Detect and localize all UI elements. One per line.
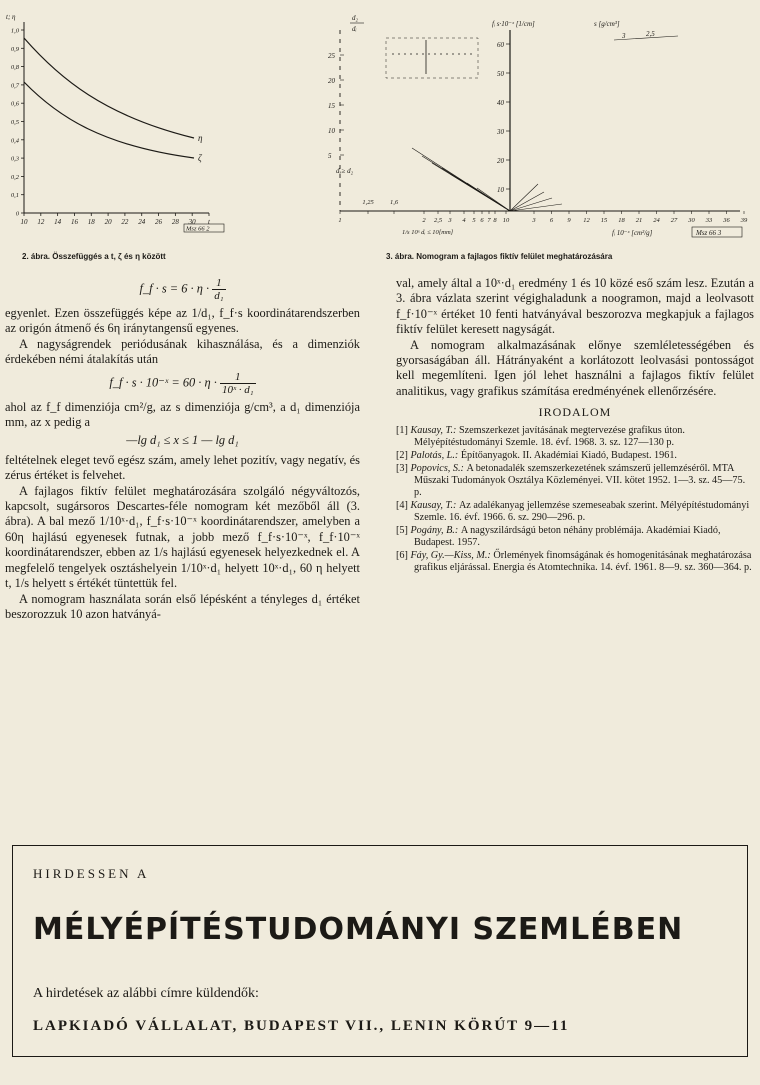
formula-2-lhs: f_f · s · 10⁻ˣ = 60 · η · — [109, 374, 217, 389]
right-column — [396, 276, 754, 575]
reference-number: [4] — [396, 499, 411, 511]
bottom-right-tick-label: 15 — [600, 217, 608, 224]
reference-item — [396, 425, 754, 449]
ff-tick-label: 40 — [497, 99, 504, 107]
left-tick-label: 20 — [328, 77, 335, 85]
x-tick-label: 28 — [171, 218, 179, 226]
y-tick-label: 0,6 — [10, 100, 19, 108]
curve-label-eta: η — [198, 133, 203, 143]
left-tick-label: 10 — [328, 127, 335, 135]
reference-text: A betonadalék szemszerkezetének számszerű jellemzéséről. MTA Műszaki Tudományok Osztálya Közleményei. VII. kötet 1952. 1—3. sz. 45—75. p. — [414, 462, 746, 498]
y-tick-label: 0,2 — [10, 173, 19, 181]
bottom-right-tick-label: 18 — [618, 217, 625, 224]
bottom-right-tick-label: 24 — [653, 217, 660, 224]
paragraph-3: ahol az f_f dimenziója cm²/g, az s dimenziója g/cm³, a d₁ dimenziója mm, az x pedig a — [5, 399, 360, 430]
bottom-left-tick-label: 1 — [338, 217, 342, 224]
references-list — [396, 425, 754, 574]
bottom-right-tick-label: 36 — [723, 217, 730, 224]
bottom-left-tick-label: 3 — [448, 217, 452, 224]
x-tick-label: 20 — [104, 218, 112, 226]
ff-tick-label: 60 — [497, 41, 504, 49]
reference-text: Szemszerkezet javításának megtervezése grafikus úton. Mélyépítéstudományi Szemle. 18. évf. 1968. 3. sz. 127—130 p. — [414, 424, 685, 448]
figure-2-caption: 2. ábra. Összefüggés a t, ζ és η között — [22, 252, 166, 261]
bottom-left-axis-label: 1/s 10ˣ dᵢ ≤ 10[mm] — [402, 229, 454, 236]
ad-address: LAPKIADÓ VÁLLALAT, BUDAPEST VII., LENIN KÖRÚT 9—11 — [33, 1018, 570, 1034]
left-tick-label: 25 — [328, 52, 335, 60]
advertisement-box — [12, 845, 748, 1057]
s-tick-label: 2,5 — [646, 30, 655, 38]
ad-subtitle: A hirdetések az alábbi címre küldendők: — [33, 986, 259, 1001]
ad-title: MÉLYÉPÍTÉSTUDOMÁNYI SZEMLÉBEN — [33, 912, 684, 947]
formula-1-den: d₁ — [214, 290, 224, 302]
y-tick-label: 0,8 — [10, 64, 19, 72]
formula-2-den: 10ˣ · d₁ — [221, 383, 254, 396]
x-tick-label: 14 — [54, 218, 62, 226]
paragraph-6: A nomogram használata során első lépésként a tényleges d₁ értéket beszorozzuk 10 azon hatványá- — [5, 591, 360, 621]
y-tick-label: 0,4 — [10, 137, 19, 145]
left-tick-label: 5 — [328, 152, 332, 160]
y-tick-label: 0 — [15, 210, 19, 218]
d-label: dₓ≥ d₂ — [336, 167, 354, 175]
paragraph-2: A nagyságrendek periódusának kihasználása, és a dimenziók érdekében némi átalakítás után — [5, 336, 360, 367]
ad-top-line: HIRDESSEN A — [33, 866, 150, 881]
reference-author: Popovics, S.: — [410, 462, 467, 474]
x-tick-label: 22 — [121, 218, 129, 226]
x-tick-label: 10 — [20, 218, 28, 226]
left-tick-label: 15 — [328, 102, 335, 110]
reference-item — [396, 550, 754, 574]
y-tick-label: 0,5 — [10, 119, 19, 126]
bottom-left-tick-label: 6 — [480, 217, 484, 224]
x-tick-label: 16 — [70, 218, 78, 226]
reference-item — [396, 500, 754, 524]
ff-axis-label: fᵢ s·10⁻ˣ [1/cm] — [492, 20, 535, 28]
reference-number: [1] — [396, 424, 411, 436]
nomogram-ray-right — [510, 204, 562, 211]
paragraph-5: A fajlagos fiktív felület meghatározására szolgáló négyváltozós, kapcsolt, sugársoros Descartes-féle nomogram két mezőből áll (3. ábra). A bal mező 1/10ˣ·d₁, f_f·s·10⁻ˣ koordinátarendszer, amelyben a 60η hajlású egyenesek futnak, a jobb mező f_f·s·10⁻ˣ, f_f·10⁻ˣ koordinátarendszer, ebben az 1/s hajlású egyenesek helyezkednek el. A megfelelő tengelyek osztáshelyein 1/10ˣ·d₁ helyett 10ˣ·d₁, 60 η helyett t, 1/s helyett s értékét tüntettük fel. — [5, 483, 360, 591]
y-axis-label: t; η — [6, 13, 16, 21]
s-axis-label: s [g/cm³] — [594, 20, 620, 28]
stamp-text: Msz 66 2 — [186, 225, 210, 233]
formula-1-fraction — [212, 277, 225, 302]
left-axis-label-top: d₂ — [352, 14, 358, 22]
bottom-right-tick-label: 6 — [549, 217, 554, 224]
bottom-right-tick-label: 21 — [635, 217, 643, 224]
y-tick-label: 0,1 — [10, 192, 19, 200]
nomogram-ray-right — [510, 198, 552, 211]
formula-2 — [5, 371, 360, 396]
bottom-right-tick-label: 33 — [705, 217, 713, 224]
reference-number: [3] — [396, 462, 411, 474]
right-paragraph-2: A nomogram alkalmazásának előnye szemléletességében és gyorsaságában áll. Hátrányaként a korlátozott leolvasási pontosságot kell megemlíteni. Igen jól lehet használni a fajlagos fiktív felület analitikus, vagy grafikus számítása eredményének ellenőrzésére. — [396, 337, 754, 398]
curve-label-zeta: ζ — [198, 153, 202, 163]
reference-text: Őrlemények finomságának és homogenitásának meghatározása grafikus eljárással. Energia és Atomtechnika. 14. évf. 1961. 8—9. sz. 360—364. p. — [414, 549, 752, 573]
y-tick-label: 0,3 — [10, 155, 19, 163]
bottom-left-tick-label: 5 — [472, 217, 476, 224]
reference-text: Építőanyagok. II. Akadémiai Kiadó, Budapest. 1961. — [460, 449, 677, 461]
formula-2-num: 1 — [220, 371, 256, 384]
left-axis-label-bottom: dᵢ — [352, 25, 357, 33]
x-tick-label: 12 — [37, 218, 45, 226]
x-tick-label: t — [208, 218, 210, 226]
reference-text: A nagyszilárdságú beton néhány problémája. Akadémiai Kiadó, Budapest. 1957. — [414, 524, 721, 548]
bottom-right-tick-label: 9 — [567, 217, 571, 224]
paragraph-4: feltételnek eleget tevő egész szám, amely lehet pozitív, vagy negatív, és zérus értéket is felvehet. — [5, 452, 360, 483]
ff-tick-label: 10 — [497, 186, 504, 194]
x-tick-label: 26 — [155, 218, 163, 226]
reference-author: Pogány, B.: — [410, 524, 461, 536]
figure-3-caption: 3. ábra. Nomogram a fajlagos fiktív felület meghatározására — [386, 252, 613, 261]
paragraph-1: egyenlet. Ezen összefüggés képe az 1/d₁, f_f·s koordinátarendszerben az origón átmenő és 6η iránytangensű egyenes. — [5, 306, 360, 336]
bottom-left-tick-label: 7 — [487, 217, 491, 224]
figure-3 — [322, 8, 754, 246]
stamp-text: Msz 66 3 — [696, 229, 722, 237]
references-heading: IRODALOM — [538, 405, 612, 420]
bottom-left-tick-label: 2,5 — [433, 217, 443, 224]
curve-eta — [24, 38, 194, 138]
bottom-left-tick-label: 2 — [422, 217, 426, 224]
formula-1-num: 1 — [212, 277, 225, 290]
bottom-left-tick-label: 8 — [493, 217, 497, 224]
reference-item — [396, 450, 754, 462]
reference-author: Fáy, Gy.—Kiss, M.: — [410, 549, 494, 561]
reference-author: Palotás, L.: — [410, 449, 461, 461]
bottom-left-tick-label: 1,25 — [362, 199, 374, 206]
reference-author: Kausay, T.: — [410, 424, 459, 436]
x-tick-label: 24 — [138, 218, 146, 226]
curve-zeta — [24, 82, 194, 158]
nomogram-ray-left — [477, 188, 510, 211]
figure-2 — [4, 8, 232, 233]
bottom-right-axis-label: fᵢ 10⁻ˣ [cm²/g] — [612, 229, 653, 237]
bottom-right-tick-label: 12 — [583, 217, 590, 224]
reference-item — [396, 463, 754, 499]
y-tick-label: 0,9 — [10, 45, 19, 53]
bottom-left-tick-label: 4 — [462, 217, 466, 224]
formula-1 — [5, 277, 360, 302]
bottom-right-tick-label: 39 — [740, 217, 748, 224]
ff-tick-label: 30 — [497, 128, 504, 136]
reference-number: [2] — [396, 449, 411, 461]
reference-number: [5] — [396, 524, 411, 536]
left-column — [5, 274, 360, 622]
bottom-left-tick-label: 10 — [502, 217, 510, 224]
x-tick-label: 18 — [87, 218, 95, 226]
ff-tick-label: 50 — [497, 70, 504, 78]
bottom-right-tick-label: 30 — [688, 217, 695, 224]
y-tick-label: 1,0 — [10, 27, 19, 35]
reference-number: [6] — [396, 549, 411, 561]
x-tick-label: 30 — [188, 218, 196, 226]
bottom-right-tick-label: 3 — [532, 217, 536, 224]
reference-author: Kausay, T.: — [410, 499, 459, 511]
formula-2-fraction — [220, 371, 256, 396]
bottom-right-tick-label: 27 — [670, 217, 678, 224]
bottom-left-tick-label: 1,6 — [389, 199, 399, 206]
y-tick-label: 0,7 — [10, 82, 19, 90]
right-paragraph-1: val, amely által a 10ˣ·d₁ eredmény 1 és 10 közé eső szám lesz. Ezután a 3. ábra vázlata szerint végighaladunk a noogramon, majd a leolvasott f_f·10⁻ˣ értéket 10 fenti hatványával beszorozva megkapjuk a fajlagos fiktív felület keresett nagyságát. — [396, 276, 754, 337]
s-tick-label: 3 — [622, 32, 626, 40]
figure-2-plot — [4, 8, 232, 233]
reference-text: Az adalékanyag jellemzése szemeseabak szerint. Mélyépítéstudományi Szemle. 16. évf. 1966. 6. sz. 290—296. p. — [414, 499, 750, 523]
formula-3: —lg d₁ ≤ x ≤ 1 — lg d₁ — [126, 433, 239, 448]
figure-3-nomogram — [322, 8, 754, 246]
reference-item — [396, 525, 754, 549]
inset-sketch — [386, 38, 478, 78]
formula-1-lhs: f_f · s = 6 · η · — [139, 281, 210, 296]
ff-tick-label: 20 — [497, 157, 504, 165]
